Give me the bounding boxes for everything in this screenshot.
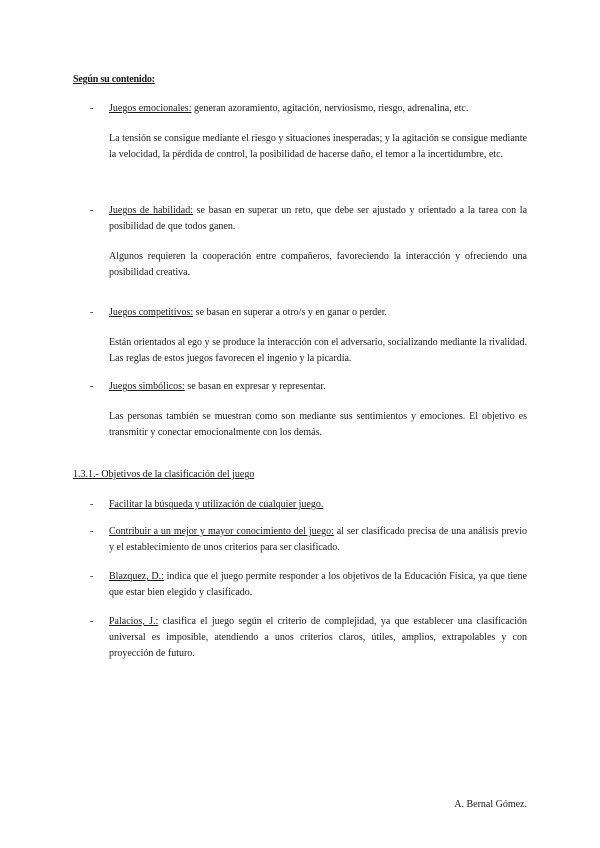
item-text: al ser clasificado precisa de una análisis previo y el establecimiento de unos criterios para ser clasificado. <box>109 526 527 553</box>
author-footer: A. Bernal Gómez. <box>454 799 527 810</box>
list-item-objective <box>90 614 527 662</box>
list-item-habilidad <box>90 203 527 281</box>
item-paragraph: Las personas también se muestran como son mediante sus sentimientos y emociones. El objetivo es transmitir y conectar emocionalmente con los demás. <box>109 411 527 438</box>
item-term: Juegos simbólicos: <box>109 381 185 392</box>
list-item-objective <box>90 497 527 513</box>
item-paragraph: Están orientados al ego y se produce la interacción con el adversario, socializando mediante la rivalidad. Las reglas de estos juegos favorecen el ingenio y la picardía. <box>109 337 527 364</box>
bullet-dash: - <box>90 103 94 114</box>
item-text: indica que el juego permite responder a los objetivos de la Educación Física, ya que tiene que estar bien elegido y clasificado. <box>109 571 527 598</box>
item-term: Contribuir a un mejor y mayor conocimiento del juego: <box>109 526 334 537</box>
bullet-dash: - <box>90 381 94 392</box>
list-item-simbolicos <box>90 379 527 441</box>
item-text: se basan en expresar y representar. <box>184 381 326 392</box>
section-title: 1.3.1.- Objetivos de la clasificación del juego <box>73 469 255 480</box>
bullet-dash: - <box>90 526 94 537</box>
list-item-objective <box>90 524 527 556</box>
item-text: clasifica el juego según el criterio de complejidad, ya que establecer una clasificación universal es imposible, atendiendo a unos criterios claros, útiles, amplios, extrapolables y con proyección de futuro. <box>109 616 527 659</box>
item-paragraph: Algunos requieren la cooperación entre compañeros, favoreciendo la interacción y ofreciendo una posibilidad creativa. <box>109 251 527 278</box>
bullet-dash: - <box>90 499 94 510</box>
item-term: Juegos competitivos: <box>109 307 194 318</box>
item-term: Blazquez, D.: <box>109 571 164 582</box>
bullet-dash: - <box>90 205 94 216</box>
item-text: generan azoramiento, agitación, nerviosismo, riesgo, adrenalina, etc. <box>191 103 469 114</box>
bullet-dash: - <box>90 616 94 627</box>
section-heading: Según su contenido: <box>73 74 155 85</box>
item-term: Juegos de habilidad: <box>109 205 193 216</box>
bullet-dash: - <box>90 307 94 318</box>
list-item-competitivos <box>90 305 527 367</box>
item-term: Facilitar la búsqueda y utilización de cualquier juego. <box>109 499 324 510</box>
bullet-dash: - <box>90 571 94 582</box>
list-item-objective <box>90 569 527 601</box>
list-item-emocionales <box>90 101 527 163</box>
item-text: se basan en superar un reto, que debe ser ajustado y orientado a la tarea con la posibilidad de que todos ganen. <box>109 205 528 232</box>
item-term: Palacios, J.: <box>109 616 159 627</box>
item-term: Juegos emocionales: <box>109 103 192 114</box>
item-paragraph: La tensión se consigue mediante el riesgo y situaciones inesperadas; y la agitación se consigue mediante la velocidad, la pérdida de control, la posibilidad de hacerse daño, el temor a la incertidumbre, etc. <box>109 133 527 160</box>
item-text: se basan en superar a otro/s y en ganar o perder. <box>193 307 387 318</box>
